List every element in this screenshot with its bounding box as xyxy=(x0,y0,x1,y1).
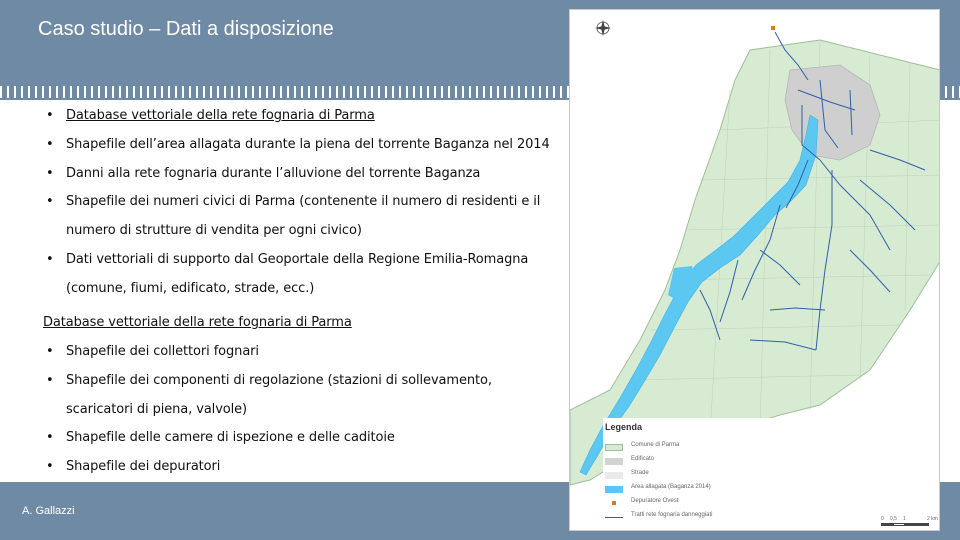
legend-item-sewer xyxy=(605,512,805,522)
scale-segment xyxy=(905,523,929,526)
list1-item-4-continued: numero di strutture di vendita per ogni civico) xyxy=(66,223,362,238)
legend-label: Edificato xyxy=(631,456,655,462)
bullet-marker: • xyxy=(46,166,54,181)
legend-item-treatment-plant xyxy=(605,498,805,508)
list2-item-1: Shapefile dei collettori fognari xyxy=(66,344,259,359)
author-name: A. Gallazzi xyxy=(22,505,75,517)
treatment-plant-icon xyxy=(612,501,616,505)
scale-label: 1 xyxy=(903,516,906,522)
bullet-marker: • xyxy=(46,430,54,445)
treatment-plant-marker xyxy=(771,26,775,30)
list2-item-4: Shapefile dei depuratori xyxy=(66,459,221,474)
list1-item-4: Shapefile dei numeri civici di Parma (contenente il numero di residenti e il xyxy=(66,194,541,209)
legend-swatch xyxy=(605,458,623,465)
bullet-marker: • xyxy=(46,344,54,359)
bullet-marker: • xyxy=(46,108,54,123)
bullet-marker: • xyxy=(46,459,54,474)
list1-item-1: Database vettoriale della rete fognaria di Parma xyxy=(66,108,375,123)
list2-item-3: Shapefile delle camere di ispezione e delle caditoie xyxy=(66,430,395,445)
legend-swatch xyxy=(605,514,623,521)
list1-item-5: Dati vettoriali di supporto dal Geoportale della Regione Emilia-Romagna xyxy=(66,252,529,267)
bullet-marker: • xyxy=(46,137,54,152)
legend-swatch xyxy=(605,500,623,507)
list2-item-2: Shapefile dei componenti di regolazione (stazioni di sollevamento, xyxy=(66,373,492,388)
list1-item-2: Shapefile dell’area allagata durante la piena del torrente Baganza nel 2014 xyxy=(66,137,550,152)
legend-swatch xyxy=(605,486,623,493)
scale-segment xyxy=(881,523,893,526)
scale-bar xyxy=(881,516,940,530)
list1-item-5-continued: (comune, fiumi, edificato, strade, ecc.) xyxy=(66,281,315,296)
legend-label: Strade xyxy=(631,470,649,476)
section-subheading: Database vettoriale della rete fognaria di Parma xyxy=(43,315,352,330)
legend-item-flooded xyxy=(605,484,805,494)
north-arrow-icon xyxy=(595,20,611,36)
legend-label: Area allagata (Baganza 2014) xyxy=(631,484,711,490)
slide-title: Caso studio – Dati a disposizione xyxy=(38,18,334,40)
list1-item-3: Danni alla rete fognaria durante l’alluvione del torrente Baganza xyxy=(66,166,481,181)
bullet-marker: • xyxy=(46,252,54,267)
legend-title: Legenda xyxy=(605,422,643,432)
sewer-line-icon xyxy=(605,517,623,518)
bullet-marker: • xyxy=(46,194,54,209)
legend-item-urban xyxy=(605,456,805,466)
legend-label: Tratti rete fognaria danneggiati xyxy=(631,512,713,518)
map-legend xyxy=(603,418,940,531)
map-figure xyxy=(569,9,940,531)
legend-item-roads xyxy=(605,470,805,480)
legend-item-municipality xyxy=(605,442,805,452)
legend-swatch xyxy=(605,444,623,451)
legend-label: Comune di Parma xyxy=(631,442,680,448)
legend-swatch xyxy=(605,472,623,479)
scale-segment xyxy=(893,523,905,526)
legend-label: Depuratore Ovest xyxy=(631,498,679,504)
scale-label: 0 xyxy=(881,516,884,522)
scale-label: 2 km xyxy=(927,516,938,522)
bullet-marker: • xyxy=(46,373,54,388)
scale-label: 0,5 xyxy=(890,516,897,522)
list2-item-2-continued: scaricatori di piena, valvole) xyxy=(66,402,248,417)
